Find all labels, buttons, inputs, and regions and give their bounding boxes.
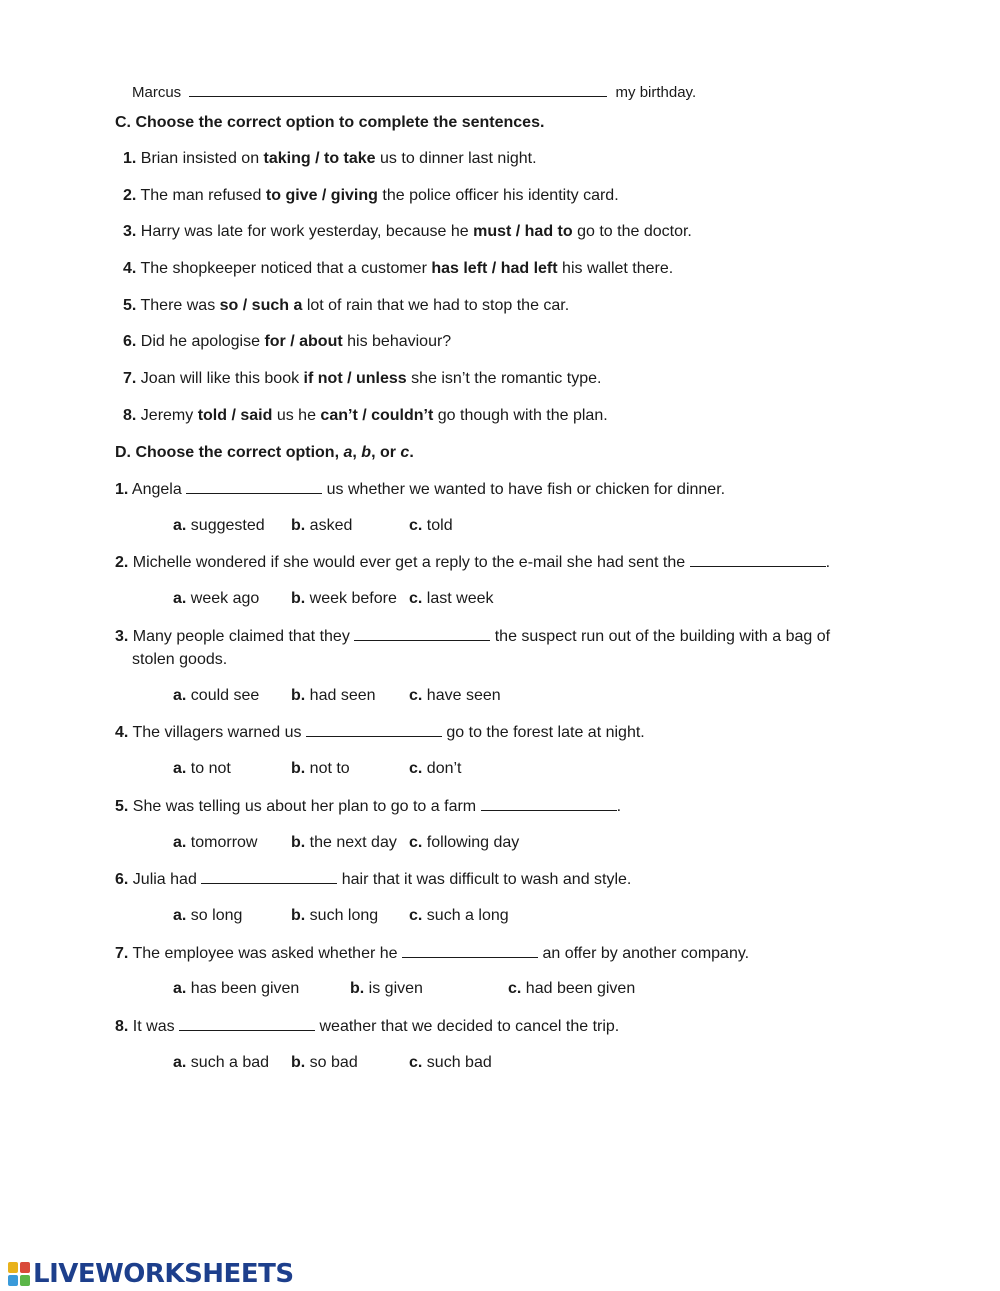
option-a[interactable]: a. tomorrow (173, 834, 258, 851)
d-question: 7. The employee was asked whether he an offer by another company. (115, 945, 750, 962)
option-b[interactable]: b. the next day (291, 834, 397, 851)
logo-text: LIVEWORKSHEETS (33, 1259, 294, 1289)
option-a[interactable]: a. could see (173, 687, 260, 704)
option-c[interactable]: c. don’t (409, 760, 462, 777)
answer-blank[interactable] (186, 479, 322, 494)
choice-option[interactable]: can’t / couldn’t (320, 407, 434, 424)
option-a[interactable]: a. suggested (173, 517, 265, 534)
c-item: 3. Harry was late for work yesterday, because he must / had to go to the doctor. (123, 223, 692, 240)
option-b[interactable]: b. week before (291, 590, 397, 607)
section-d-heading: D. Choose the correct option, a, b, or c. (115, 444, 414, 461)
answer-blank[interactable] (481, 796, 617, 811)
option-b[interactable]: b. so bad (291, 1054, 358, 1071)
logo-square (8, 1262, 18, 1273)
c-item: 8. Jeremy told / said us he can’t / couldn’t go though with the plan. (123, 407, 608, 424)
answer-blank[interactable] (690, 552, 826, 567)
d-question: 6. Julia had hair that it was difficult to wash and style. (115, 871, 632, 888)
d-question: 1. Angela us whether we wanted to have fish or chicken for dinner. (115, 481, 726, 498)
answer-blank[interactable] (402, 943, 538, 958)
choice-option[interactable]: taking / to take (263, 150, 376, 167)
option-b[interactable]: b. asked (291, 517, 353, 534)
d-question: 3. Many people claimed that they the suspect run out of the building with a bag of (115, 628, 831, 645)
option-c[interactable]: c. had been given (508, 980, 636, 997)
choice-option[interactable]: for / about (264, 333, 343, 350)
d-question: 8. It was weather that we decided to cancel the trip. (115, 1018, 620, 1035)
option-c[interactable]: c. have seen (409, 687, 501, 704)
logo-square (20, 1275, 30, 1286)
c-item: 4. The shopkeeper noticed that a customer has left / had left his wallet there. (123, 260, 674, 277)
c-item: 6. Did he apologise for / about his behaviour? (123, 333, 452, 350)
choice-option[interactable]: so / such a (219, 297, 303, 314)
option-a[interactable]: a. to not (173, 760, 231, 777)
c-item: 5. There was so / such a lot of rain that we had to stop the car. (123, 297, 570, 314)
logo-mark-icon (8, 1262, 30, 1286)
option-c[interactable]: c. last week (409, 590, 494, 607)
option-a[interactable]: a. week ago (173, 590, 260, 607)
option-c[interactable]: c. such bad (409, 1054, 492, 1071)
answer-blank[interactable] (306, 722, 442, 737)
section-c-heading: C. Choose the correct option to complete the sentences. (115, 114, 545, 131)
choice-option[interactable]: told / said (197, 407, 273, 424)
choice-option[interactable]: to give / giving (265, 187, 378, 204)
option-c[interactable]: c. told (409, 517, 453, 534)
d-question-continuation: stolen goods. (132, 651, 228, 668)
top-sentence-start: Marcus (132, 84, 182, 101)
d-question: 4. The villagers warned us go to the forest late at night. (115, 724, 645, 741)
option-b[interactable]: b. had seen (291, 687, 376, 704)
answer-blank[interactable] (179, 1016, 315, 1031)
top-sentence (132, 82, 696, 103)
choice-option[interactable]: must / had to (473, 223, 573, 240)
option-a[interactable]: a. has been given (173, 980, 300, 997)
answer-blank[interactable] (189, 82, 607, 97)
c-item: 1. Brian insisted on taking / to take us to dinner last night. (123, 150, 537, 167)
c-item: 7. Joan will like this book if not / unless she isn’t the romantic type. (123, 370, 602, 387)
c-item: 2. The man refused to give / giving the police officer his identity card. (123, 187, 619, 204)
option-b[interactable]: b. not to (291, 760, 350, 777)
answer-blank[interactable] (354, 626, 490, 641)
option-b[interactable]: b. such long (291, 907, 379, 924)
d-question: 5. She was telling us about her plan to go to a farm . (115, 798, 622, 815)
option-a[interactable]: a. so long (173, 907, 243, 924)
liveworksheets-logo (8, 1258, 294, 1290)
d-question: 2. Michelle wondered if she would ever get a reply to the e-mail she had sent the . (115, 554, 831, 571)
option-c[interactable]: c. following day (409, 834, 520, 851)
logo-square (20, 1262, 30, 1273)
top-sentence-end: my birthday. (615, 84, 697, 101)
option-b[interactable]: b. is given (350, 980, 423, 997)
option-a[interactable]: a. such a bad (173, 1054, 270, 1071)
logo-square (8, 1275, 18, 1286)
choice-option[interactable]: has left / had left (431, 260, 558, 277)
option-c[interactable]: c. such a long (409, 907, 509, 924)
answer-blank[interactable] (201, 869, 337, 884)
choice-option[interactable]: if not / unless (303, 370, 407, 387)
